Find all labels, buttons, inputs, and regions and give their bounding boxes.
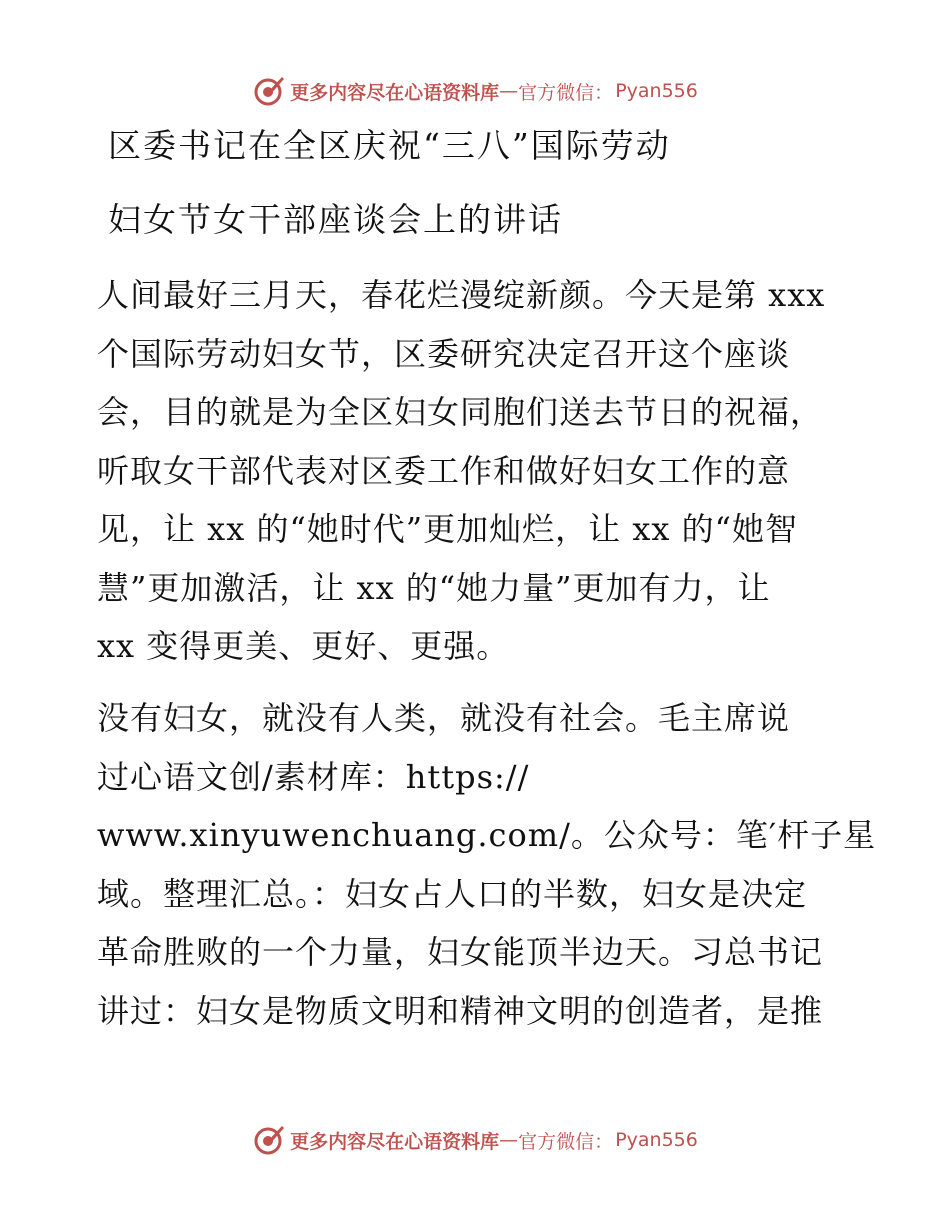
paragraph-line: www.xinyuwenchuang.com/。公众号：笔′杆子星: [97, 816, 877, 854]
watermark-wechat-label: 官方微信：: [518, 1130, 614, 1153]
footer-watermark: [0, 1120, 950, 1160]
document-title-line2: 妇女节女干部座谈会上的讲话: [108, 200, 563, 239]
paragraph-line: 听取女干部代表对区委工作和做好妇女工作的意: [97, 451, 791, 490]
watermark-wechat-id: Pyan556: [615, 80, 698, 102]
quill-seal-icon: [252, 74, 286, 108]
watermark-separator: —: [499, 80, 519, 102]
paragraph-line: 慧”更加激活，让 xx 的“她力量”更加有力，让: [97, 568, 771, 607]
watermark-wechat-label: 官方微信：: [518, 81, 614, 104]
paragraph-line: 没有妇女，就没有人类，就没有社会。毛主席说: [97, 699, 791, 737]
paragraph-line: 会，目的就是为全区妇女同胞们送去节日的祝福，: [97, 393, 824, 431]
paragraph-line: xx 变得更美、更好、更强。: [97, 627, 510, 665]
paragraph-line: 过心语文创/素材库：https://: [97, 757, 530, 796]
paragraph-line: 人间最好三月天，春花烂漫绽新颜。今天是第 xxx: [97, 276, 826, 314]
paragraph-1: [97, 266, 852, 676]
paragraph-line: 革命胜败的一个力量，妇女能顶半边天。习总书记: [97, 933, 824, 971]
paragraph-line: 见，让 xx 的“她时代”更加灿烂，让 xx 的“她智: [97, 510, 798, 548]
paragraph-2: [97, 689, 877, 1040]
watermark-wechat-id: Pyan556: [615, 1129, 698, 1151]
quill-seal-icon: [252, 1123, 286, 1157]
watermark-text: 更多内容尽在心语资料库: [290, 1130, 500, 1153]
watermark-text: 更多内容尽在心语资料库: [290, 81, 500, 104]
paragraph-line: 个国际劳动妇女节，区委研究决定召开这个座谈: [97, 334, 791, 373]
document-title-line1: 区委书记在全区庆祝“三八”国际劳动: [108, 126, 671, 165]
watermark-separator: —: [499, 1129, 519, 1151]
paragraph-line: 讲过：妇女是物质文明和精神文明的创造者，是推: [97, 991, 824, 1030]
paragraph-line: 域。整理汇总。：妇女占人口的半数，妇女是决定: [97, 874, 808, 913]
header-watermark: [0, 71, 950, 111]
